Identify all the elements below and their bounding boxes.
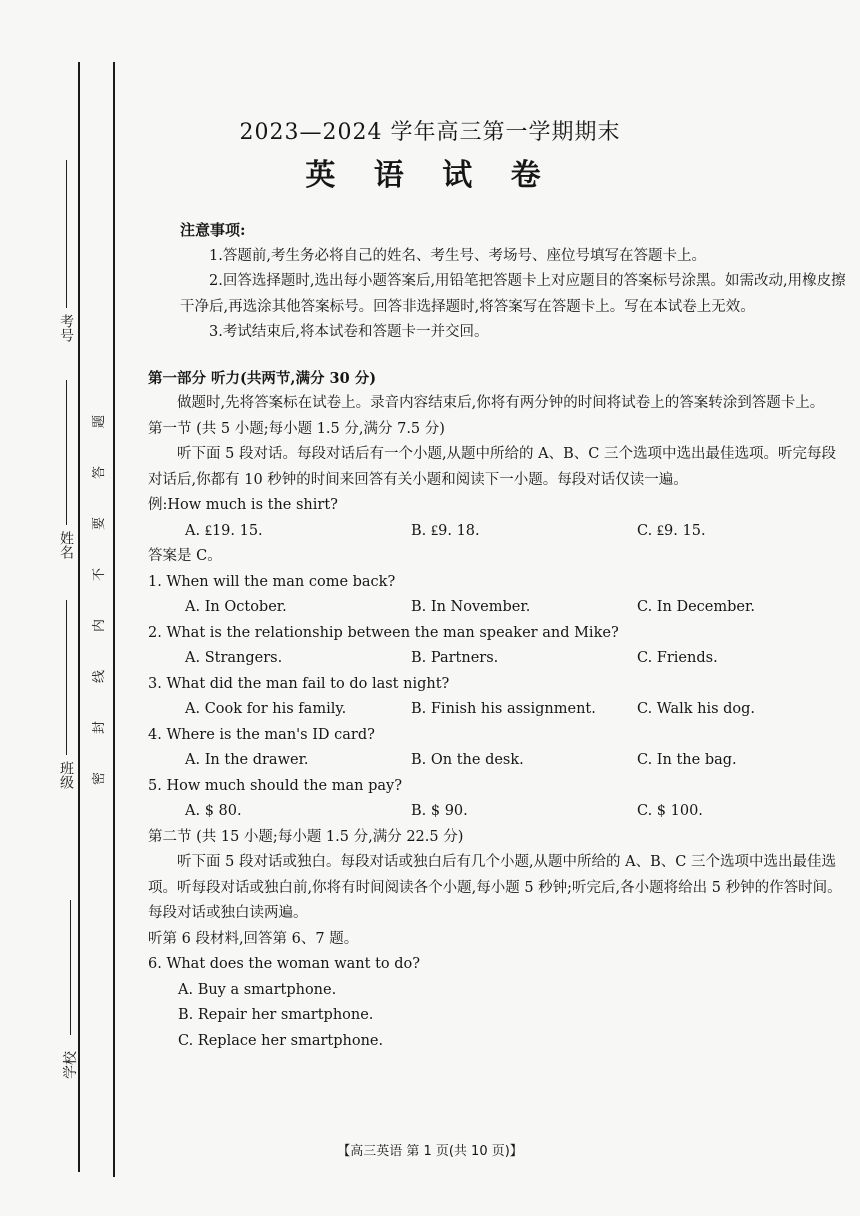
notice-item: 2.回答选择题时,选出每小题答案后,用铅笔把答题卡上对应题目的答案标号涂黑。如需改动,用橡皮擦干净后,再选涂其他答案标号。回答非选择题时,将答案写在答题卡上。写在本试卷上无效。 [180, 273, 846, 315]
school-label: 学校 [63, 1051, 79, 1079]
material-note: 听第 6 段材料,回答第 6、7 题。 [148, 930, 359, 947]
question-3: 3. What did the man fail to do last night? [148, 675, 450, 692]
question-3-options [148, 697, 848, 723]
option-c: C. Walk his dog. [637, 701, 756, 717]
margin-rule-inner [113, 62, 115, 1177]
option-b: B. $ 90. [411, 803, 468, 819]
section1-heading: 第一节 (共 5 小题;每小题 1.5 分,满分 7.5 分) [148, 420, 445, 437]
seal-char: 不 [92, 567, 108, 582]
class-field[interactable] [56, 600, 76, 789]
question-5-options [148, 799, 848, 825]
seal-line-text [91, 412, 108, 788]
section2-instructions: 听下面 5 段对话或独白。每段对话或独白后有几个小题,从题中所给的 A、B、C 三个选项中选出最佳选项。听每段对话或独白前,你将有时间阅读各个小题,每小题 5 秒钟;听完后,各小题将给出 5 秒钟的作答时间。每段对话或独白读两遍。 [148, 854, 842, 921]
option-b: B. On the desk. [411, 752, 524, 768]
seal-char: 答 [92, 465, 108, 480]
option-a: A. ₤19. 15. [185, 522, 263, 539]
option-c: C. Replace her smartphone. [178, 1032, 384, 1049]
seal-char: 封 [92, 720, 108, 735]
option-a: A. Buy a smartphone. [178, 981, 337, 998]
question-2-options [148, 646, 848, 672]
class-label: 班级 [58, 761, 74, 789]
exam-title: 2023—2024 学年高三第一学期期末 [239, 120, 621, 145]
page-footer: 【高三英语 第 1 页(共 10 页)】 [337, 1144, 523, 1159]
option-a: A. $ 80. [185, 803, 242, 819]
option-a: A. In October. [185, 599, 287, 615]
name-field[interactable] [56, 380, 76, 559]
option-c: C. In December. [637, 599, 755, 615]
example-question: 例:How much is the shirt? [148, 497, 338, 513]
exam-number-label: 考号 [58, 314, 74, 342]
option-b: B. Partners. [411, 650, 499, 666]
name-label: 姓名 [58, 531, 74, 559]
notice-item: 3.考试结束后,将本试卷和答题卡一并交回。 [209, 324, 489, 340]
question-2: 2. What is the relationship between the man speaker and Mike? [148, 624, 619, 641]
school-field[interactable] [56, 900, 84, 1079]
question-4: 4. Where is the man's ID card? [148, 726, 375, 743]
example-options [148, 519, 848, 545]
seal-char: 线 [92, 669, 108, 684]
option-a: A. Cook for his family. [185, 701, 347, 717]
notice-item: 1.答题前,考生务必将自己的姓名、考生号、考场号、座位号填写在答题卡上。 [209, 247, 706, 264]
part1-heading: 第一部分 听力(共两节,满分 30 分) [148, 369, 377, 387]
option-c: C. Friends. [637, 650, 718, 666]
option-b: B. Finish his assignment. [411, 701, 596, 717]
seal-char: 内 [92, 618, 108, 633]
option-a: A. Strangers. [185, 650, 283, 666]
option-b: B. In November. [411, 599, 531, 615]
question-6: 6. What does the woman want to do? [148, 956, 421, 972]
option-b: B. Repair her smartphone. [178, 1007, 374, 1023]
part1-instructions: 做题时,先将答案标在试卷上。录音内容结束后,你将有两分钟的时间将试卷上的答案转涂到答题卡上。 [177, 395, 825, 411]
option-c: C. $ 100. [637, 803, 703, 819]
exam-subject-title: 英 语 试 卷 [305, 158, 555, 193]
exam-content [148, 218, 848, 1054]
question-5: 5. How much should the man pay? [148, 777, 402, 794]
option-a: A. In the drawer. [185, 752, 309, 768]
question-1-options [148, 595, 848, 621]
question-6-options [148, 978, 848, 1055]
section1-instructions: 听下面 5 段对话。每段对话后有一个小题,从题中所给的 A、B、C 三个选项中选出最佳选项。听完每段对话后,你都有 10 秒钟的时间来回答有关小题和阅读下一小题。每段对话仅读一遍。 [148, 446, 836, 488]
option-c: C. In the bag. [637, 752, 737, 768]
seal-char: 要 [92, 516, 108, 531]
option-b: B. ₤9. 18. [411, 522, 480, 539]
example-answer: 答案是 C。 [148, 548, 222, 564]
seal-char: 题 [92, 414, 108, 429]
question-1: 1. When will the man come back? [148, 573, 396, 590]
notice-heading: 注意事项: [180, 221, 246, 239]
section2-heading: 第二节 (共 15 小题;每小题 1.5 分,满分 22.5 分) [148, 828, 464, 845]
option-c: C. ₤9. 15. [637, 522, 706, 539]
notice-list [180, 244, 848, 346]
question-4-options [148, 748, 848, 774]
seal-char: 密 [92, 771, 108, 786]
